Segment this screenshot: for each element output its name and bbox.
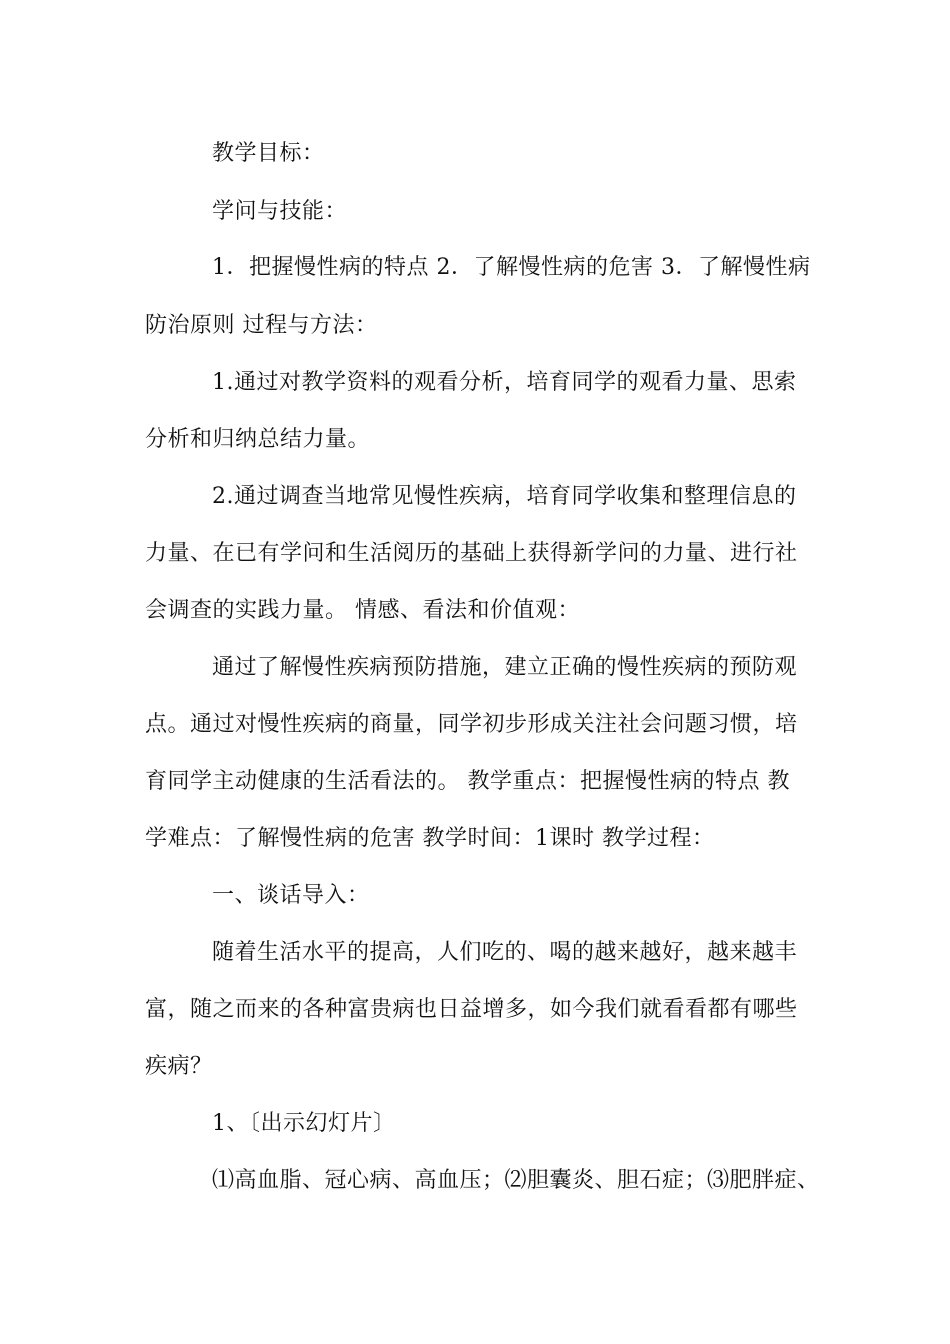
- paragraph-line: 防治原则 过程与方法：: [145, 313, 378, 338]
- paragraph-line: 2.通过调查当地常见慢性疾病，培育同学收集和整理信息的: [212, 484, 797, 509]
- paragraph-line: 力量、在已有学问和生活阅历的基础上获得新学问的力量、进行社: [145, 541, 798, 566]
- heading-teaching-goals: 教学目标：: [212, 141, 325, 166]
- paragraph-line: 疾病？: [145, 1054, 213, 1079]
- paragraph-line: 育同学主动健康的生活看法的。 教学重点：把握慢性病的特点 教: [145, 769, 790, 794]
- paragraph-line: 富，随之而来的各种富贵病也日益增多，如今我们就看看都有哪些: [145, 997, 798, 1022]
- paragraph-line: 1.通过对教学资料的观看分析，培育同学的观看力量、思索: [212, 370, 797, 395]
- paragraph-line: 分析和归纳总结力量。: [145, 427, 371, 452]
- paragraph-line: 通过了解慢性疾病预防措施，建立正确的慢性疾病的预防观: [212, 655, 798, 680]
- list-item-slide: 1、〔出示幻灯片〕: [212, 1111, 396, 1136]
- paragraph-line: 点。通过对慢性疾病的商量，同学初步形成关注社会问题习惯，培: [145, 712, 798, 737]
- paragraph-line: 学难点：了解慢性病的危害 教学时间：1课时 教学过程：: [145, 826, 715, 851]
- paragraph-line: 会调查的实践力量。 情感、看法和价值观：: [145, 598, 580, 623]
- paragraph-line: 随着生活水平的提高，人们吃的、喝的越来越好，越来越丰: [212, 940, 798, 965]
- heading-knowledge-skills: 学问与技能：: [212, 199, 348, 224]
- paragraph-line: 1．把握慢性病的特点 2．了解慢性病的危害 3．了解慢性病: [212, 255, 811, 280]
- paragraph-line: ⑴高血脂、冠心病、高血压；⑵胆囊炎、胆石症；⑶肥胖症、: [212, 1168, 820, 1193]
- section-heading-intro: 一、谈话导入：: [212, 883, 370, 908]
